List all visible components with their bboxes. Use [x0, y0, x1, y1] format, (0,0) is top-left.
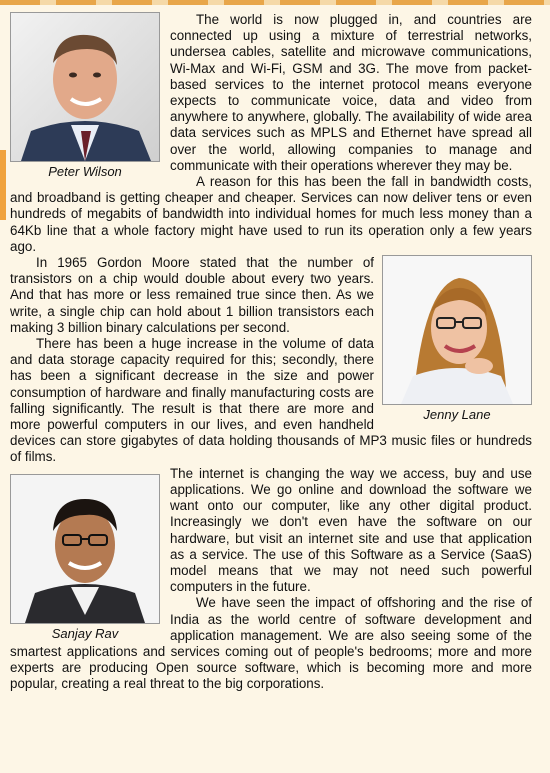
paragraph-5: The internet is changing the way we access, buy and use applications. We go online and download the software we want onto our computer, like any other digital product. Increasingly we don't even have the software on our hardware, but visit an internet site and use that application as a service. The use of this Software as a Service (SaaS) model means that we may not need such powerful computers in the future. [170, 465, 532, 595]
caption-peter-wilson: Peter Wilson [48, 164, 122, 179]
photo-jenny-lane [382, 255, 532, 405]
paragraph-6: We have seen the impact of offshoring and the rise of India as the world centre of software development and application management. We are also seeing some of the smartest applications and services coming out of people's bedrooms; more and more experts are producing Open source software, which is becoming more and more popular, creating a real threat to the big corporations. [10, 595, 532, 692]
paragraph-1: The world is now plugged in, and countries are connected up using a mixture of terrestrial networks, undersea cables, satellite and microwave communications, Wi-Max and Wi-Fi, GSM and 3G. The move from packet-based services to the internet protocol means everyone expects to communicate voice, data and video from anywhere to anywhere, globally. The availability of wide area data services such as MPLS and Ethernet have spread all over the world, allowing companies to manage and communicate with their operations wherever they may be. [170, 12, 532, 173]
paragraph-3: In 1965 Gordon Moore stated that the number of transistors on a chip would double about every two years. And that has more or less remained true since then. As we write, a single chip can hold about 1 billion transistors each making 3 billion binary calculations per second. [10, 255, 374, 335]
figure-sanjay-rav [10, 474, 160, 642]
caption-sanjay-rav: Sanjay Rav [51, 625, 119, 641]
photo-peter-wilson [10, 12, 160, 162]
article-body [10, 12, 532, 693]
photo-sanjay-rav [10, 474, 160, 624]
paragraph-2: A reason for this has been the fall in bandwidth costs, and broadband is getting cheaper and cheaper. Services can now deliver tens or even hundreds of megabits of bandwidth into individual homes for much less money than a 64Kb line that a whole factory might have used to run its operation only a few years ago. [10, 174, 532, 254]
top-decorative-strip [0, 0, 550, 5]
page-edge-tab [0, 150, 6, 220]
figure-jenny-lane [382, 255, 532, 423]
paragraph-4: There has been a huge increase in the volume of data and data storage capacity required for this; secondly, there has been a significant decrease in the size and power consumption of hardware and finally manufacturing costs are falling significantly. The result is that there are more and more powerful computers in our lives, and even handheld devices can store gigabytes of data holding thousands of MP3 music files or hundreds of films. [10, 336, 532, 465]
caption-jenny-lane: Jenny Lane [423, 407, 491, 423]
figure-peter-wilson [10, 12, 160, 180]
